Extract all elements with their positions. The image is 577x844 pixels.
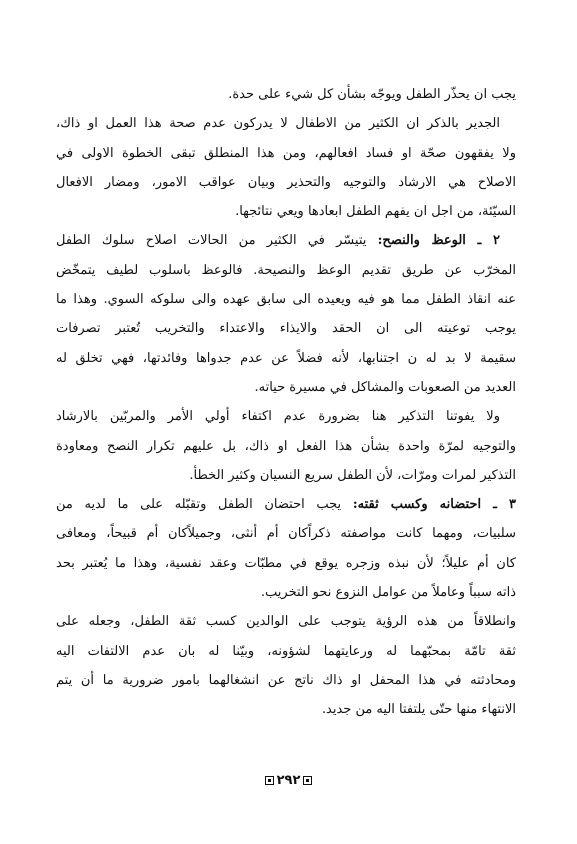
text-line: ومحادثته في هذا المحفل او ذاك ناتج عن انشغالهما بامور ضرورية ما أن يتم <box>56 672 516 688</box>
section-heading: ٢ ـ الوعظ والنصح: <box>377 233 500 249</box>
text-line: يجب ان يحذّر الطفل ويوجّه بشأن كل شيء على حدة. <box>228 87 516 102</box>
text-line <box>56 490 516 519</box>
text-line: كان أم عليلاً؛ لأن نبذه وزجره يوقع في مطبّات وعقد نفسية، وهذا ما يُعتبر بحد <box>56 555 516 571</box>
text-line: عنه انقاذ الطفل مما هو فيه ويعيده الى سابق عهده والى سلوكه السوي. وهذا ما <box>56 292 516 308</box>
text-line: وانطلاقاً من هذه الرؤية يتوجب على الوالدين كسب ثقة الطفل، وجعله على <box>56 614 516 630</box>
text-line: الانتهاء منها حتّى يلتفتا اليه من جديد. <box>321 702 516 718</box>
text-line: ولا يفقهون صحّة او فساد افعالهم، ومن هذا المنطلق تبقى الخطوة الاولى في <box>56 145 516 161</box>
line-text: يجب احتضان الطفل وتقبّله على ما لديه من <box>56 497 353 513</box>
text-line: ثقة تامّة بمحبّهما له ورعايتهما لشؤونه، وبيّنا له بان عدم الالتفات اليه <box>56 643 516 659</box>
text-line <box>56 226 516 255</box>
ornament-square-icon <box>303 776 312 785</box>
text-line: التذكير لمرات ومرّات، لأن الطفل سريع النسيان وكثير الخطأ. <box>189 467 516 483</box>
page-number: ٢٩٢ <box>276 773 301 788</box>
text-line: والتوجيه لمرّة واحدة بشأن هذا الفعل او ذاك، بل عليهم تكرار النصح ومعاودة <box>56 438 516 454</box>
text-line: المخرّب عن طريق تقديم الوعظ والنصيحة. فالوعظ باسلوب لطيف يتمخّض <box>56 262 516 278</box>
ornament-square-icon <box>265 776 274 785</box>
text-line: الجدير بالذكر ان الكثير من الاطفال لا يدركون عدم صحة هذا العمل او ذاك، <box>56 116 500 132</box>
text-line: يوجب توعيته الى ان الحقد والايذاء والاعتداء والتخريب تُعتبر تصرفات <box>56 321 516 337</box>
text-line: ذاته سبباً وعاملاً من عوامل النزوع نحو التخريب. <box>260 585 516 601</box>
page-body <box>56 80 516 725</box>
text-line: الاصلاح هي الارشاد والتوجيه والتحذير وبيان عواقب الامور، ومضار الافعال <box>56 174 516 190</box>
text-line: سلبيات، ومهما كانت مواصفته ذكراًكان أم أنثى، وجميلاًكان أم قبيحاً، ومعافى <box>56 526 516 542</box>
line-text: يتيسّر في الكثير من الحالات اصلاح سلوك الطفل <box>56 233 378 249</box>
page-footer <box>0 773 577 788</box>
text-line: السيّئة، من اجل ان يفهم الطفل ابعادها ويعي نتائجها. <box>235 204 516 220</box>
section-heading: ٣ ـ احتضانه وكسب ثقته: <box>352 497 516 513</box>
text-line: العديد من الصعوبات والمشاكل في مسيرة حياته. <box>254 379 516 395</box>
text-line: ولا يفوتنا التذكير هنا بضرورة عدم اكتفاء أولي الأمر والمربّين بالارشاد <box>56 409 500 425</box>
text-line: سقيمة لا بد له ن اجتنابها، لأنه فضلاً عن عدم جدواها وفائدتها، فهي تخلق له <box>56 350 516 366</box>
